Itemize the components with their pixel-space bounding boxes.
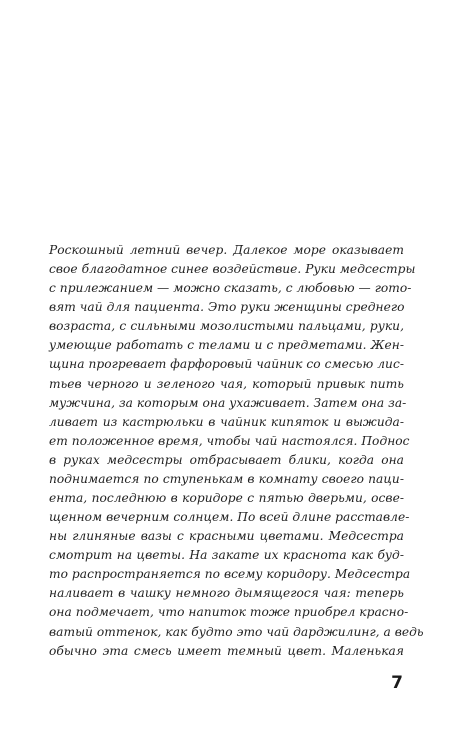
- text-line: ливает из кастрюльки в чайник кипяток и выжида-: [49, 414, 404, 429]
- text-line: наливает в чашку немного дымящегося чая: теперь: [49, 586, 404, 601]
- text-line: возраста, с сильными мозолистыми пальцами, руки,: [49, 319, 404, 334]
- text-line: с прилежанием — можно сказать, с любовью — гото-: [49, 281, 412, 296]
- text-line: вят чай для пациента. Это руки женщины среднего: [49, 300, 405, 315]
- text-line: ватый оттенок, как будто это чай дарджилинг, а ведь: [49, 624, 424, 639]
- text-line: то распространяется по всему коридору. Медсестра: [49, 567, 411, 582]
- page-number: 7: [391, 673, 403, 693]
- text-line: ны глиняные вазы с красными цветами. Медсестра: [49, 529, 404, 544]
- text-line: в руках медсестры отбрасывает блики, когда она: [49, 452, 404, 467]
- text-line: мужчина, за которым она ухаживает. Затем она за-: [49, 395, 407, 410]
- body-text: [49, 241, 424, 661]
- text-line: Роскошный летний вечер. Далекое море оказывает: [49, 243, 404, 257]
- text-line: ента, последнюю в коридоре с пятью дверьми, осве-: [49, 491, 404, 506]
- text-line: ет положенное время, чтобы чай настоялся. Поднос: [49, 433, 410, 448]
- text-line: она подмечает, что напиток тоже приобрел красно-: [49, 605, 409, 620]
- text-line: поднимается по ступенькам в комнату своего паци-: [49, 471, 404, 486]
- text-line: смотрит на цветы. На закате их краснота как буд-: [49, 548, 404, 563]
- text-line: щенном вечерним солнцем. По всей длине расставле-: [49, 510, 410, 525]
- text-line: щина прогревает фарфоровый чайник со смесью лис-: [49, 357, 404, 372]
- text-line: умеющие работать с телами и с предметами. Жен-: [49, 338, 404, 353]
- text-line: обычно эта смесь имеет темный цвет. Маленькая: [49, 643, 404, 658]
- text-line: тьев черного и зеленого чая, который привык пить: [49, 376, 404, 391]
- text-line: свое благодатное синее воздействие. Руки медсестры: [49, 262, 416, 277]
